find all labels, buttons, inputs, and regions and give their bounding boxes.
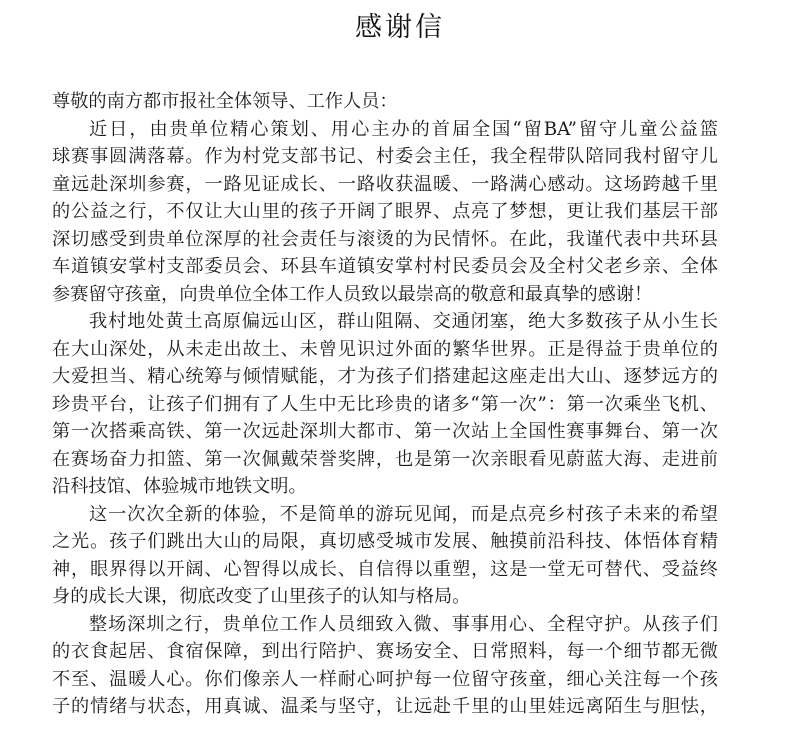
paragraph-line: 这一次次全新的体验，不是简单的游玩见闻，而是点亮乡村孩子未来的希望 [89, 503, 718, 525]
paragraph-line: 不至、温暖人心。你们像亲人一样耐心呵护每一位留守孩童，细心关注每一个孩 [52, 668, 718, 690]
paragraph-line: 球赛事圆满落幕。作为村党支部书记、村委会主任，我全程带队陪同我村留守儿 [52, 146, 718, 167]
paragraph-line: 珍贵平台，让孩子们拥有了人生中无比珍贵的诸多“第一次”：第一次乘坐飞机、 [52, 393, 718, 415]
paragraph-line: 神，眼界得以开阔、心智得以成长、自信得以重塑，这是一堂无可替代、受益终 [52, 558, 718, 580]
letter-body [52, 88, 718, 721]
paragraph-line: 整场深圳之行，贵单位工作人员细致入微、事事用心、全程守护。从孩子们 [89, 613, 718, 635]
paragraph-line: 近日，由贵单位精心策划、用心主办的首届全国“留BA”留守儿童公益篮 [89, 118, 718, 140]
paragraph-3 [52, 501, 718, 611]
paragraph-line: 在赛场奋力扣篮、第一次佩戴荣誉奖牌，也是第一次亲眼看见蔚蓝大海、走进前 [52, 448, 718, 470]
paragraph-line: 子的情绪与状态，用真诚、温柔与坚守，让远赴千里的山里娃远离陌生与胆怯， [52, 696, 718, 717]
paragraph-line: 大爱担当、精心统筹与倾情赋能，才为孩子们搭建起这座走出大山、逐梦远方的 [52, 366, 718, 387]
paragraph-line: 我村地处黄土高原偏远山区，群山阻隔、交通闭塞，绝大多数孩子从小生长 [89, 311, 718, 332]
paragraph-1 [52, 116, 718, 309]
paragraph-line: 参赛留守孩童，向贵单位全体工作人员致以最崇高的敬意和最真挚的感谢！ [52, 283, 653, 305]
paragraph-2 [52, 308, 718, 501]
paragraph-line: 童远赴深圳参赛，一路见证成长、一路收获温暖、一路满心感动。这场跨越千里 [52, 173, 718, 195]
paragraph-line: 车道镇安掌村支部委员会、环县车道镇安掌村村民委员会及全村父老乡亲、全体 [52, 256, 718, 277]
salutation: 尊敬的南方都市报社全体领导、工作人员： [52, 91, 398, 112]
paragraph-line: 第一次搭乘高铁、第一次远赴深圳大都市、第一次站上全国性赛事舞台、第一次 [52, 421, 718, 442]
paragraph-4 [52, 611, 718, 721]
paragraph-line: 的衣食起居、食宿保障，到出行陪护、赛场安全、日常照料，每一个细节都无微 [52, 641, 718, 662]
paragraph-line: 身的成长大课，彻底改变了山里孩子的认知与格局。 [52, 586, 471, 607]
letter-title: 感谢信 [355, 12, 445, 43]
paragraph-line: 沿科技馆、体验城市地铁文明。 [52, 476, 307, 497]
paragraph-line: 之光。孩子们跳出大山的局限，真切感受城市发展、触摸前沿科技、体悟体育精 [52, 531, 718, 552]
paragraph-line: 的公益之行，不仅让大山里的孩子开阔了眼界、点亮了梦想，更让我们基层干部 [52, 201, 718, 222]
paragraph-line: 深切感受到贵单位深厚的社会责任与滚烫的为民情怀。在此，我谨代表中共环县 [52, 228, 718, 250]
paragraph-line: 在大山深处，从未走出故土、未曾见识过外面的繁华世界。正是得益于贵单位的 [52, 338, 718, 360]
